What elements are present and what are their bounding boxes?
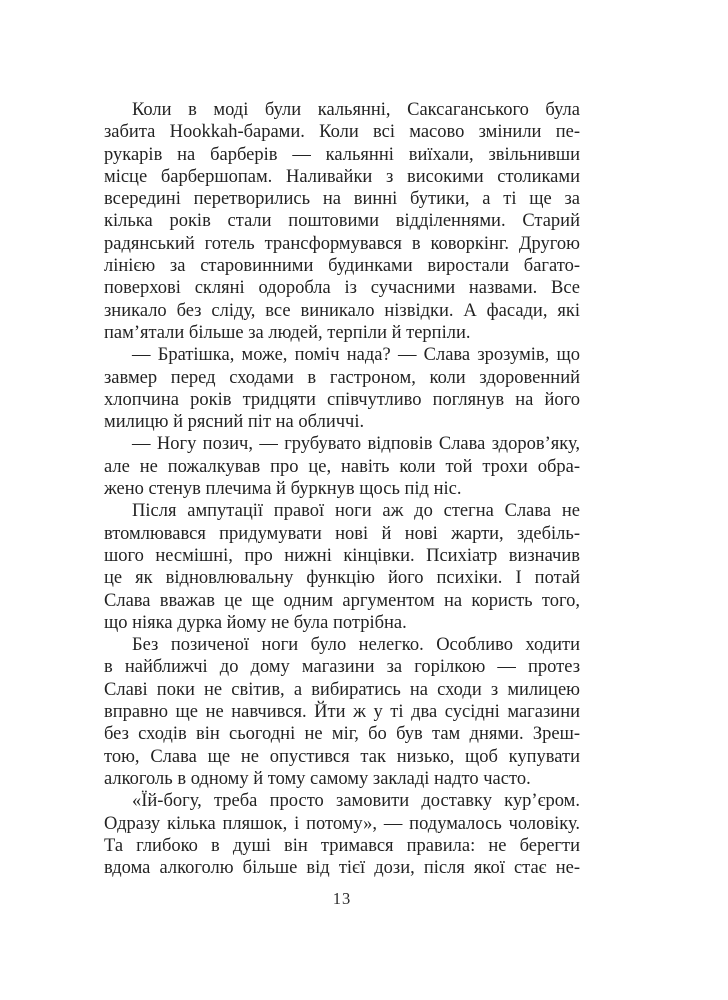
text-line: зникало без сліду, все виникало нізвідки. А фасади, які — [104, 300, 580, 321]
text-line: вправно ще не навчився. Йти ж у ті два сусідні магазини — [104, 702, 580, 723]
text-line: забита Hookkah-барами. Коли всі масово змінили пе- — [104, 122, 580, 143]
text-line: пам’ятали більше за людей, терпіли й терпіли. — [104, 322, 471, 343]
text-line: втомлювався придумувати нові й нові жарти, здебіль- — [104, 523, 580, 544]
text-line: всередині перетворились на винні бутики, а ті ще за — [104, 189, 580, 210]
text-line: — Ногу позич, — грубувато відповів Слава здоров’яку, — [132, 434, 580, 455]
text-line: але не пожалкував про це, навіть коли той трохи обра- — [104, 456, 580, 477]
text-line: Славі поки не світив, а вибиратись на сходи з милицею — [104, 679, 580, 700]
text-line: поверхові скляні одоробла із сучасними назвами. Все — [104, 278, 580, 299]
text-line: завмер перед сходами в гастроном, коли здоровенний — [104, 367, 580, 388]
text-line: це як відновлювальну функцію його психіки. І потай — [104, 568, 580, 589]
text-line: Слава вважав це ще одним аргументом на користь того, — [104, 590, 580, 611]
text-line: «Їй-богу, треба просто замовити доставку кур’єром. — [132, 791, 580, 812]
text-line: без сходів він сьогодні не міг, бо був там днями. Зреш- — [104, 724, 580, 745]
text-line: тою, Слава ще не опустився так низько, щоб купувати — [104, 746, 580, 767]
text-line: хлопчина років тридцяти співчутливо поглянув на його — [104, 389, 580, 410]
text-line: місце барбершопам. Наливайки з високими столиками — [104, 166, 580, 187]
text-line: милицю й рясний піт на обличчі. — [104, 412, 365, 433]
text-line: вдома алкоголю більше від тієї дози, після якої стає не- — [104, 858, 580, 879]
text-line: що ніяка дурка йому не була потрібна. — [104, 612, 407, 633]
text-line: алкоголь в одному й тому самому закладі надто часто. — [104, 768, 531, 789]
text-line: Одразу кілька пляшок, і потому», — подумалось чоловіку. — [104, 813, 580, 834]
text-line: шого несмішні, про нижні кінцівки. Психіатр визначив — [104, 545, 580, 566]
text-line: рукарів на барберів — кальянні виїхали, звільнивши — [104, 144, 580, 165]
text-line: жено стенув плечима й буркнув щось під ніс. — [104, 479, 462, 500]
text-line: Коли в моді були кальянні, Саксаганського була — [132, 100, 580, 120]
text-line: Без позиченої ноги було нелегко. Особливо ходити — [132, 635, 580, 656]
text-line: кілька років стали поштовими відділеннями. Старий — [104, 211, 580, 232]
text-line: лінією за старовинними будинками виростали багато- — [104, 256, 580, 277]
text-line: — Братішка, може, поміч нада? — Слава зрозумів, що — [132, 345, 580, 366]
text-line: Після ампутації правої ноги аж до стегна Слава не — [132, 501, 580, 522]
page-number: 13 — [332, 889, 352, 908]
text-line: Та глибоко в душі він тримався правила: не берегти — [104, 835, 580, 856]
text-line: в найближчі до дому магазини за горілкою — протез — [104, 657, 580, 678]
page-text — [104, 99, 580, 879]
text-line: радянський готель трансформувався в коворкінг. Другою — [104, 233, 580, 254]
